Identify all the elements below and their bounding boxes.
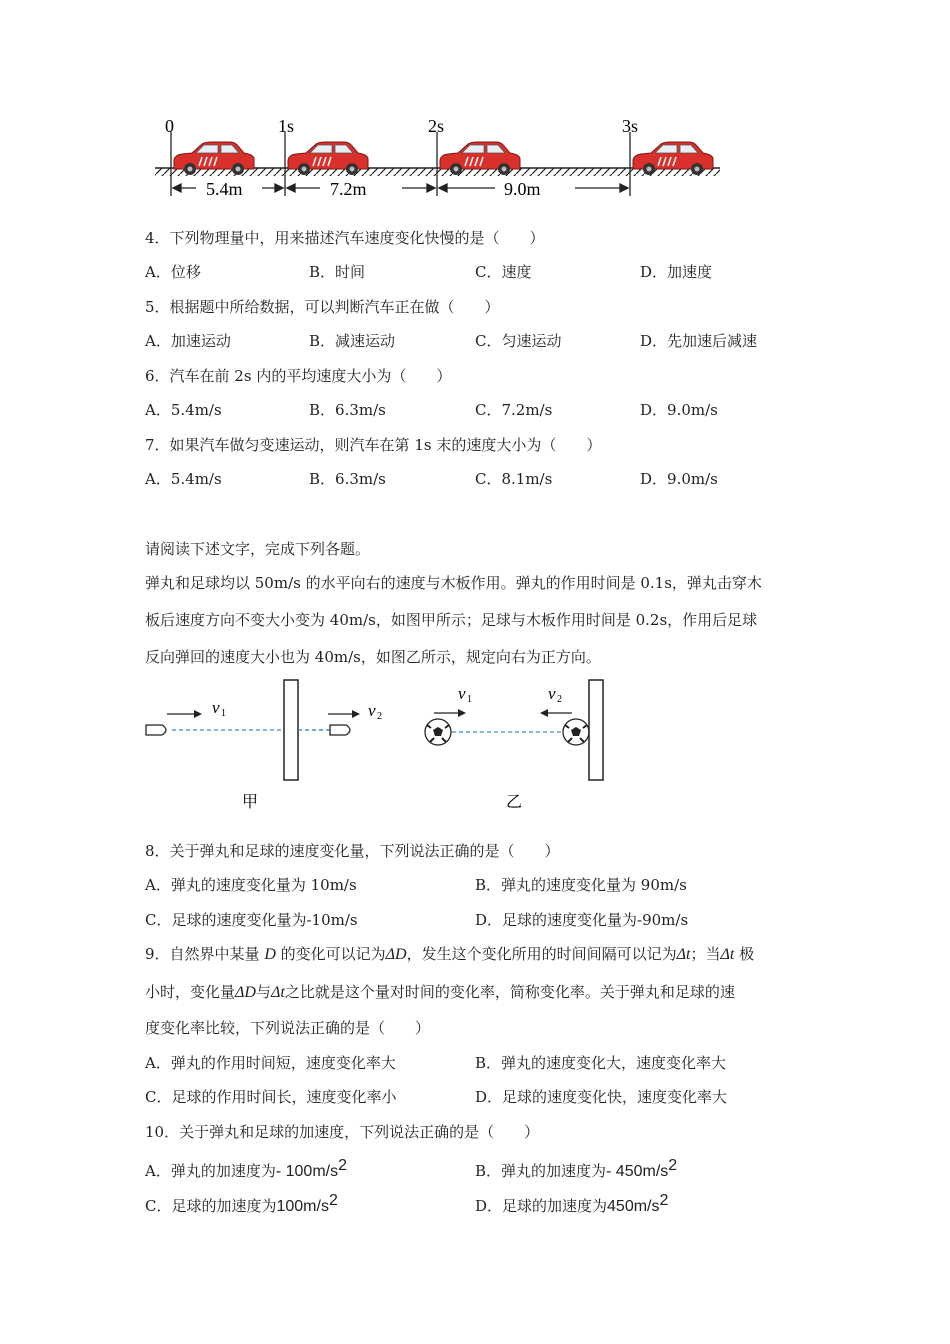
q7-option-c[interactable]: C．8.1m/s: [475, 470, 553, 488]
passage-line-3: 反向弹回的速度大小也为 40m/s，如图乙所示，规定向右为正方向。: [145, 648, 601, 666]
q6-option-a[interactable]: A．5.4m/s: [145, 401, 222, 419]
q7-option-b[interactable]: B．6.3m/s: [309, 470, 386, 488]
q7-option-a[interactable]: A．5.4m/s: [145, 470, 222, 488]
q9-option-d[interactable]: D．足球的速度变化快，速度变化率大: [475, 1088, 728, 1106]
q8-option-a[interactable]: A．弹丸的速度变化量为 10m/s: [145, 876, 357, 894]
q10-option-d[interactable]: D．足球的加速度为$450m/s^2$: [475, 1192, 669, 1215]
passage-line-1: 弹丸和足球均以 50m/s 的水平向右的速度与木板作用。弹丸的作用时间是 0.1s，弹丸击穿木: [145, 574, 762, 592]
q5-stem: 5．根据题中所给数据，可以判断汽车正在做（ ）: [145, 298, 500, 316]
figure-label-jia: 甲: [242, 794, 259, 811]
distance-label-2: 7.2m: [330, 179, 367, 199]
time-label-1s: 1s: [278, 116, 295, 136]
q5-option-c[interactable]: C．匀速运动: [475, 332, 562, 350]
distance-label-1: 5.4m: [206, 179, 243, 199]
v1-label: v: [212, 698, 220, 717]
q4-option-c[interactable]: C．速度: [475, 263, 532, 281]
passage-intro: 请阅读下述文字，完成下列各题。: [145, 540, 371, 558]
q4-option-d[interactable]: D．加速度: [640, 263, 713, 281]
v1-subscript: 1: [221, 708, 226, 719]
q10-option-a[interactable]: A．弹丸的加速度为- $100m/s^2$: [145, 1157, 347, 1180]
wooden-board: [284, 680, 298, 780]
q6-stem: 6．汽车在前 2s 内的平均速度大小为（ ）: [145, 367, 452, 385]
q5-option-d[interactable]: D．先加速后减速: [640, 332, 758, 350]
q4-option-a[interactable]: A．位移: [145, 263, 201, 281]
figure-label-yi: 乙: [506, 794, 523, 811]
q9-stem-line-1: 9．自然界中某量 D 的变化可以记为ΔD，发生这个变化所用的时间间隔可以记为Δt；当Δt 极: [145, 945, 755, 963]
q4-option-b[interactable]: B．时间: [309, 263, 366, 281]
car-motion-figure: [140, 110, 740, 205]
v1-label-yi: v: [458, 684, 466, 703]
wooden-board: [589, 680, 603, 780]
bullet-icon: [330, 725, 350, 735]
v2-label-yi: v: [548, 684, 556, 703]
v2-label: v: [368, 701, 376, 720]
q8-option-c[interactable]: C．足球的速度变化量为-10m/s: [145, 911, 358, 929]
q6-option-d[interactable]: D．9.0m/s: [640, 401, 718, 419]
q6-option-b[interactable]: B．6.3m/s: [309, 401, 386, 419]
bullet-icon: [146, 725, 166, 735]
q9-stem-line-3: 度变化率比较，下列说法正确的是（ ）: [145, 1019, 431, 1037]
distance-label-3: 9.0m: [504, 179, 541, 199]
q9-option-a[interactable]: A．弹丸的作用时间短，速度变化率大: [145, 1054, 396, 1072]
q10-option-c[interactable]: C．足球的加速度为$100m/s^2$: [145, 1192, 338, 1215]
v2-subscript: 2: [377, 711, 382, 722]
q7-stem: 7．如果汽车做匀变速运动，则汽车在第 1s 末的速度大小为（ ）: [145, 436, 602, 454]
football-icon: [425, 719, 451, 745]
q8-option-d[interactable]: D．足球的速度变化量为-90m/s: [475, 911, 689, 929]
q5-option-a[interactable]: A．加速运动: [145, 332, 231, 350]
bullet-football-figure: [140, 675, 620, 820]
q10-option-b[interactable]: B．弹丸的加速度为- $450m/s^2$: [475, 1157, 678, 1180]
passage-line-2: 板后速度方向不变大小变为 40m/s，如图甲所示；足球与木板作用时间是 0.2s，作用后足球: [145, 611, 758, 629]
q8-option-b[interactable]: B．弹丸的速度变化量为 90m/s: [475, 876, 687, 894]
q7-option-d[interactable]: D．9.0m/s: [640, 470, 718, 488]
q4-stem: 4．下列物理量中，用来描述汽车速度变化快慢的是（ ）: [145, 229, 545, 247]
v1-subscript-yi: 1: [467, 694, 472, 705]
time-label-3s: 3s: [622, 116, 639, 136]
v2-subscript-yi: 2: [557, 694, 562, 705]
q10-stem: 10．关于弹丸和足球的加速度，下列说法正确的是（ ）: [145, 1123, 540, 1141]
q8-stem: 8．关于弹丸和足球的速度变化量，下列说法正确的是（ ）: [145, 842, 560, 860]
q9-stem-line-2: 小时，变化量ΔD与Δt之比就是这个量对时间的变化率，简称变化率。关于弹丸和足球的速: [145, 983, 735, 1001]
q5-option-b[interactable]: B．减速运动: [309, 332, 396, 350]
football-icon: [563, 719, 589, 745]
q9-option-b[interactable]: B．弹丸的速度变化大，速度变化率大: [475, 1054, 727, 1072]
time-label-0: 0: [165, 116, 174, 136]
time-label-2s: 2s: [428, 116, 445, 136]
q6-option-c[interactable]: C．7.2m/s: [475, 401, 553, 419]
q9-option-c[interactable]: C．足球的作用时间长，速度变化率小: [145, 1088, 397, 1106]
